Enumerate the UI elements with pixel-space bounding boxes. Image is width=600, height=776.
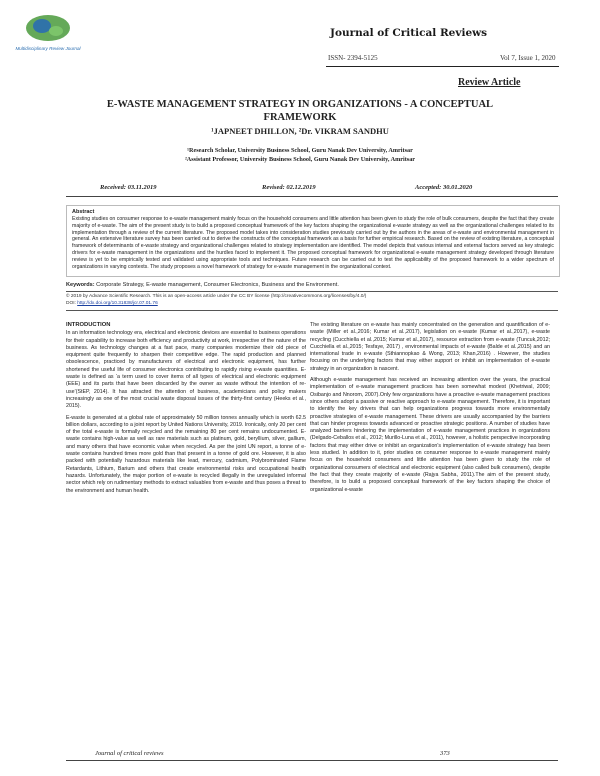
- logo-caption: Multidisciplinary Review Journal: [15, 46, 81, 51]
- affiliation-1: ¹Research Scholar, University Business School, Guru Nanak Dev University, Amritsar: [187, 147, 413, 154]
- issn: ISSN- 2394-5125: [328, 54, 378, 62]
- doi-link[interactable]: http://dx.doi.org/10.31838/jcr.07.01.76: [77, 301, 158, 306]
- journal-logo: [8, 10, 88, 56]
- copyright-notice: © 2019 by Advance Scientific Research. This is an open-access article under the CC BY license (http://creativecommons.org/licenses/by/4.0/): [66, 294, 367, 299]
- keywords-text: Corporate Strategy, E-waste management, Consumer Electronics, Business and the Environment.: [94, 282, 339, 288]
- introduction-heading: INTRODUCTION: [66, 322, 111, 328]
- keywords: [66, 282, 558, 288]
- journal-logo-icon: [8, 10, 88, 56]
- accepted-date: Accepted: 30.01.2020: [415, 184, 473, 191]
- dates-divider: [66, 196, 558, 197]
- body-column-left: [66, 322, 306, 499]
- abstract-box: [66, 205, 560, 277]
- doi-label: DOI:: [66, 301, 78, 306]
- journal-title: Journal of Critical Reviews: [330, 27, 488, 39]
- doi-divider: [66, 310, 558, 311]
- footer-journal: Journal of critical reviews: [95, 750, 164, 757]
- body-paragraph: E-waste is generated at a global rate of approximately 50 million tonnes annually which is worth 62.5 billion dollars, according to a joint report by United Nations University, 2019. Ironically, only 20 per cent of the total e-waste is formally recycled and the remaining 80 per cent remains undocumented. E-waste contains high-value as well as rare materials such as platinum, gold, beryllium, silver, gallium, and many others that have economic value when recycled. As per the joint UN report, a tonne of e-waste contains hundred times more gold than that present in a tonne of gold ore. However, it is also packed with potentially hazardous materials like lead, mercury, cadmium, Polybrominated Flame Retardants, Lithium, Barium and others that create environmental risks and occupational health hazards. Unfortunately, the major portion of e-waste is recycled illegally in the unregulated informal sector which rely on rudimentary methods to extract valuables from e-waste and thus poses a threat to the environment and human health.: [66, 414, 306, 494]
- affiliation-2: ²Assistant Professor, University Business School, Guru Nanak Dev University, Amritsar: [184, 156, 416, 163]
- article-authors: ¹JAPNEET DHILLON, ²Dr. VIKRAM SANDHU: [211, 126, 389, 136]
- body-paragraph: The existing literature on e-waste has mainly concentrated on the generation and quantification of e-waste (Miller et al.,2016; Kumar et al.,2017), legislation on e-waste (Kumar et al.,2017), e-waste recycling (Cucchiella et al.,2015; Kumar et al.,2017), resource extraction from e-waste (Tuncuk,2012; Cucchiella et al.,2015; Tesfaye, 2017) , environmental impacts of e-waste (Balde et al.,2015) and an international trade in e-waste (Sthiannopkao & Wong, 2013; Khan,2016) . However, the studies focusing on the underlying factors that may either support or inhibit an implementation of e-waste strategy in an organization is nascent.: [310, 322, 550, 372]
- keywords-divider: [66, 291, 558, 292]
- page-number: 373: [440, 750, 450, 757]
- doi-line: [66, 301, 558, 306]
- abstract-text: Existing studies on consumer response to e-waste management mainly focus on the household consumers and little attention has been given to study the role of bulk consumers, despite the fact that they create majority of e-waste. The aim of the present study is to build a proposed conceptual framework of the key factors shaping the organizational e-waste strategy as well as the organizational challenges related to its implementation through a review of the current literature. The proposed model takes into consideration studies previously carried out by the authors in the areas of e-waste and environmental management in general. An extensive literature survey has been carried out to derive the constructs of the conceptual framework as a basis for further empirical research. Based on the review of existing literature, a conceptual framework of determinants of e-waste strategy and organizational challenges related to strategy implementation are identified. The model depicts that various internal and external factors served as key strategic drivers for e-waste management in the organizations and the hurdles faced to implement it. The proposed conceptual framework for organizational e-waste management strategy developed through literature review is yet to be empirically tested and validated using appropriate tools and techniques. Future research can be carried out to test the applicability of the proposed framework to a wider spectrum of organizations in varying contexts. The study proposes a novel framework of strategy for e-waste management in the organizational context.: [72, 216, 554, 270]
- volume-info: Vol 7, Issue 1, 2020: [500, 54, 556, 62]
- article-title: E-WASTE MANAGEMENT STRATEGY IN ORGANIZATIONS - A CONCEPTUAL FRAMEWORK: [106, 99, 494, 123]
- article-type: Review Article: [458, 77, 521, 88]
- body-paragraph: Although e-waste management has received an increasing attention over the years, the practical implementation of e-waste management practices has been somewhat modest (Khetriwal, 2009; Osibanjo and Nnorom, 2007).Only few organizations have a proactive e-waste management practices since others adopt a passive or reactive approach to e-waste management. Therefore, it is important to identify the key drivers that can help organizations progress towards more environmentally proactive strategies of e-waste management. These drivers are usually accompanied by the barriers that can hinder progress towards advanced or proactive strategic positions. A number of studies have analyzed barriers hindering the implementation of e-waste management practices in organizations (Delgado-Ceballos et al., 2012; Murillo-Luna et al., 2011), however, a holistic perspective incorporating factors that may either drive or inhibit an organization's implementation of e-waste strategy has been less studied. In addition to it, prior studies on consumer response to e-waste management mainly focus on the household consumers and little attention has been given to study the role of organizational consumers of electrical and electronic equipment (also called bulk consumers), despite the fact that they create majority of e-waste (Rajya Sabha, 2011).The aim of the present study, therefore, is to build a proposed conceptual framework of the key factors shaping the choice of organizational e-waste: [310, 377, 550, 493]
- body-paragraph: In an information technology era, electrical and electronic devices are essential to business operations for their capability to increase both efficiency and productivity at work, irrespective of the nature of the business. As technology changes at a fast pace, many companies modernize their old piece of equipment quite frequently to sharpen their competitive edge. The rapid production and planned obsolescence, practiced by manufacturers of electrical and electronic equipment, has further shortened the useful life of consumer electronics contributing to rapidly rising e-waste quantities. E-waste is defined as ‘a term used to cover items of all types of electrical and electronic equipment (EEE) and its parts that have been discarded by the owner as waste without the intention of re-use’(StEP, 2014). It has attracted the attention of business, academicians and policy makers increasingly as one of the most crucial waste disposal issues of the thirty-first century (Heeks et al., 2015).: [66, 330, 306, 410]
- revised-date: Revised: 02.12.2019: [262, 184, 316, 191]
- body-column-right: [310, 322, 550, 498]
- footer-divider: [66, 760, 558, 761]
- keywords-label: Keywords:: [66, 282, 95, 288]
- header-divider: [326, 66, 559, 67]
- abstract-heading: Abstract: [72, 209, 95, 215]
- received-date: Received: 03.11.2019: [100, 184, 157, 191]
